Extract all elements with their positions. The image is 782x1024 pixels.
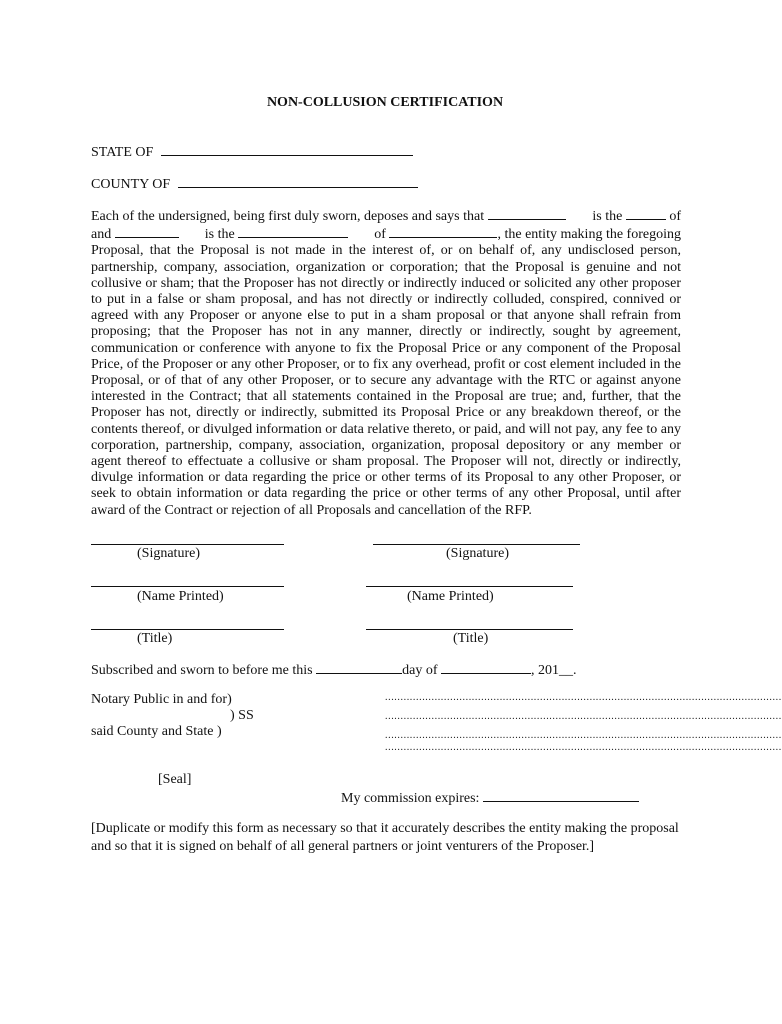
second-affiant-name-field[interactable] [115,225,179,238]
title-line-left[interactable] [91,629,284,630]
title-caption-right: (Title) [453,631,489,646]
affidavit-line-2 [91,225,681,243]
commission-row [341,789,639,807]
affidavit-of-1: of [669,209,681,224]
affidavit-line-1 [91,207,681,225]
affidavit-intro: Each of the undersigned, being first duly sworn, deposes and says that [91,209,485,224]
sworn-month-field[interactable] [441,661,531,674]
name-caption-right: (Name Printed) [407,589,494,604]
name-line-left[interactable] [91,586,284,587]
signature-caption-left: (Signature) [137,546,200,561]
affiant-title-field[interactable] [626,207,666,220]
affidavit-and: and [91,227,112,243]
sworn-row [91,661,577,679]
signature-line-right[interactable] [373,544,580,545]
sworn-day-of: day of [402,663,438,678]
county-row [91,175,418,193]
signature-caption-right: (Signature) [446,546,509,561]
sworn-prefix: Subscribed and sworn to before me this [91,663,313,678]
signature-line-left[interactable] [91,544,284,545]
state-label: STATE OF [91,145,154,160]
notary-dotted-line-1[interactable]: ................................................................................................................................ [385,692,782,703]
state-row [91,143,413,161]
affidavit-of-2: of [374,227,386,243]
notary-dotted-line-2[interactable]: ................................................................................................................................ [385,711,782,722]
title-caption-left: (Title) [137,631,173,646]
notary-dotted-line-4[interactable]: ................................................................................................................................ [385,742,782,753]
sworn-day-field[interactable] [316,661,402,674]
affidavit-paragraph [91,207,681,519]
sworn-year: , 201__. [531,663,577,678]
name-line-right[interactable] [366,586,573,587]
title-line-right[interactable] [366,629,573,630]
commission-date-field[interactable] [483,789,639,802]
second-affiant-title-field[interactable] [238,225,348,238]
footer-instructions: [Duplicate or modify this form as necessary so that it accurately describes the entity making the proposal and so that it is signed on behalf of all general partners or joint venturers of the Proposer.] [91,821,679,854]
entity-name-field[interactable] [389,225,497,238]
county-field[interactable] [178,175,418,188]
state-field[interactable] [161,143,413,156]
affiant-name-field[interactable] [488,207,566,220]
affidavit-is-the-1: is the [592,209,623,224]
affidavit-is-the-2: is the [204,227,235,243]
notary-dotted-line-3[interactable]: ................................................................................................................................ [385,730,782,741]
notary-line-1: Notary Public in and for) [91,692,232,707]
name-caption-left: (Name Printed) [137,589,224,604]
notary-line-3: said County and State ) [91,724,222,739]
notary-line-2: ) SS [230,708,254,723]
document-title: NON-COLLUSION CERTIFICATION [266,95,504,110]
county-label: COUNTY OF [91,177,171,192]
affidavit-entity-clause: , the entity making the foregoing [497,227,681,243]
seal-label: [Seal] [158,772,192,787]
affidavit-body-text: Proposal, that the Proposal is not made in the interest of, or on behalf of, any undisclosed person, partnership, company, association, organization or corporation; that the Proposal is genuine and not collusive or sham; that the Proposer has not directly or indirectly induced or solicited any other proposer to put in a false or sham proposal, and has not directly or indirectly colluded, conspired, connived or agreed with any Proposer or anyone else to put in a sham proposal or that anyone shall refrain from proposing; that the Proposer has not in any manner, directly or indirectly, sought by agreement, communication or conference with anyone to fix the Proposal Price or any component of the Proposal Price, of the Proposer or any other Proposer, or to fix any overhead, profit or cost element included in the Proposal, or of that of any other Proposer, or to secure any advantage with the RTC or against anyone interested in the Contract; that all statements contained in the Proposal are true; and, further, that the Proposer has not, directly or indirectly, submitted its Proposal Price or any breakdown thereof, or the contents thereof, or divulged information or data relative thereto, or paid, and will not pay, any fee to any corporation, partnership, company, association, organization, proposal depository or any member or agent thereof to effectuate a collusive or sham proposal. The Proposer will not, directly or indirectly, divulge information or data regarding the price or other terms of its Proposal to any other Proposer, or seek to obtain information or data regarding the price or other terms of any other Proposal, until after award of the Contract or rejection of all Proposals and cancellation of the RFP. [91,243,681,518]
commission-label: My commission expires: [341,791,480,806]
